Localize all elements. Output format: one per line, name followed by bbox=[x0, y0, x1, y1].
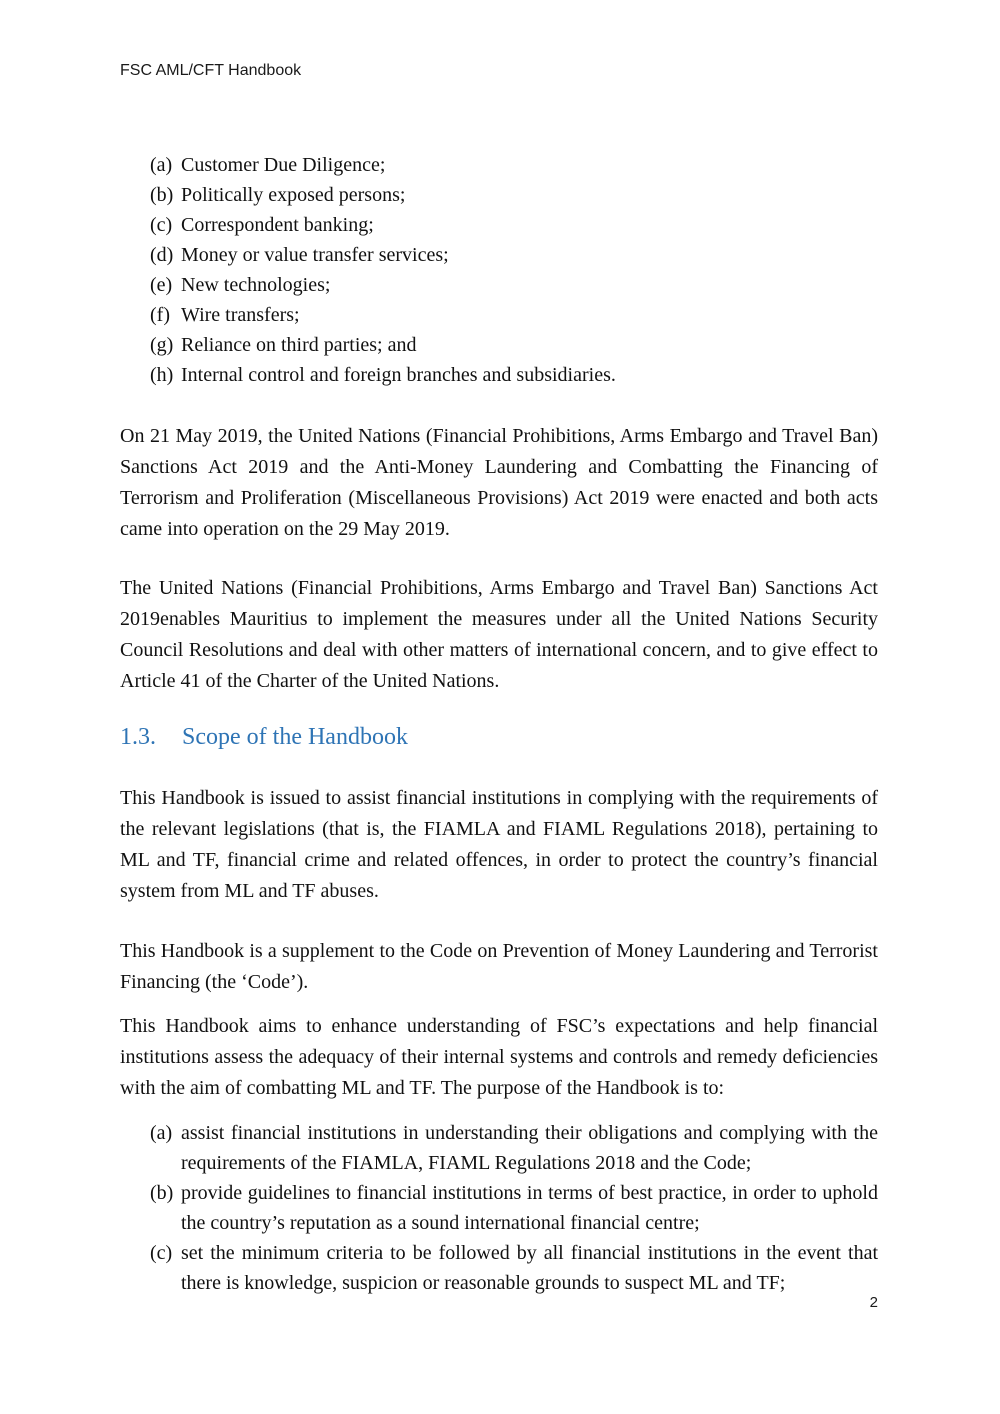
list-item-text: Wire transfers; bbox=[181, 304, 300, 326]
paragraph-enactment: On 21 May 2019, the United Nations (Financial Prohibitions, Arms Embargo and Travel Ban) Sanctions Act 2019 and the Anti-Money Laundering and Combatting the Financing of Terrorism and Proliferation (Miscellaneous Provisions) Act 2019 were enacted and both acts came into operation on the 29 May 2019. bbox=[120, 425, 878, 540]
paragraph-scope-intro: This Handbook is issued to assist financial institutions in complying with the requirements of the relevant legislations (that is, the FIAMLA and FIAML Regulations 2018), pertaining to ML and TF, financial crime and related offences, in order to protect the country’s financial system from ML and TF abuses. bbox=[120, 787, 878, 902]
list-marker: (h) bbox=[150, 364, 174, 386]
list-item bbox=[120, 210, 878, 240]
document-header: FSC AML/CFT Handbook bbox=[120, 62, 302, 79]
list-item bbox=[120, 180, 878, 210]
list-marker: (f) bbox=[150, 304, 170, 326]
list-item-text: New technologies; bbox=[181, 274, 331, 296]
list-item bbox=[120, 1118, 878, 1178]
list-marker: (e) bbox=[150, 274, 173, 296]
paragraph-aims: This Handbook aims to enhance understanding of FSC’s expectations and help financial institutions assess the adequacy of their internal systems and controls and remedy deficiencies with the aim of combatting ML and TF. The purpose of the Handbook is to: bbox=[120, 1015, 878, 1099]
purpose-list bbox=[120, 1118, 878, 1298]
list-marker: (b) bbox=[150, 1182, 174, 1204]
list-item bbox=[120, 330, 878, 360]
list-item bbox=[120, 150, 878, 180]
list-marker: (c) bbox=[150, 1242, 173, 1264]
list-item-text: Customer Due Diligence; bbox=[181, 154, 386, 176]
list-item bbox=[120, 360, 878, 390]
paragraph-supplement: This Handbook is a supplement to the Code on Prevention of Money Laundering and Terrorist Financing (the ‘Code’). bbox=[120, 940, 878, 993]
section-title: Scope of the Handbook bbox=[182, 724, 408, 750]
topics-list bbox=[120, 150, 878, 390]
list-item-text: Reliance on third parties; and bbox=[181, 334, 417, 356]
list-marker: (a) bbox=[150, 154, 173, 176]
list-marker: (b) bbox=[150, 184, 174, 206]
list-item-text: assist financial institutions in understanding their obligations and complying with the requirements of the FIAMLA, FIAML Regulations 2018 and the Code; bbox=[181, 1122, 878, 1174]
list-item-text: Money or value transfer services; bbox=[181, 244, 449, 266]
section-heading bbox=[120, 721, 878, 753]
list-item bbox=[120, 270, 878, 300]
paragraph-un-sanctions: The United Nations (Financial Prohibitions, Arms Embargo and Travel Ban) Sanctions Act 2019enables Mauritius to implement the measures under all the United Nations Security Council Resolutions and deal with other matters of international concern, and to give effect to Article 41 of the Charter of the United Nations. bbox=[120, 577, 878, 692]
list-item-text: Politically exposed persons; bbox=[181, 184, 406, 206]
page-number: 2 bbox=[869, 1294, 878, 1311]
list-item bbox=[120, 300, 878, 330]
list-marker: (g) bbox=[150, 334, 174, 356]
list-item bbox=[120, 240, 878, 270]
section-number: 1.3. bbox=[120, 724, 156, 750]
list-marker: (c) bbox=[150, 214, 173, 236]
list-item-text: Internal control and foreign branches and subsidiaries. bbox=[181, 364, 616, 386]
list-item-text: set the minimum criteria to be followed by all financial institutions in the event that there is knowledge, suspicion or reasonable grounds to suspect ML and TF; bbox=[181, 1242, 878, 1294]
list-item bbox=[120, 1238, 878, 1298]
list-item bbox=[120, 1178, 878, 1238]
list-marker: (a) bbox=[150, 1122, 173, 1144]
list-item-text: provide guidelines to financial institutions in terms of best practice, in order to uphold the country’s reputation as a sound international financial centre; bbox=[181, 1182, 878, 1234]
list-marker: (d) bbox=[150, 244, 174, 266]
list-item-text: Correspondent banking; bbox=[181, 214, 374, 236]
